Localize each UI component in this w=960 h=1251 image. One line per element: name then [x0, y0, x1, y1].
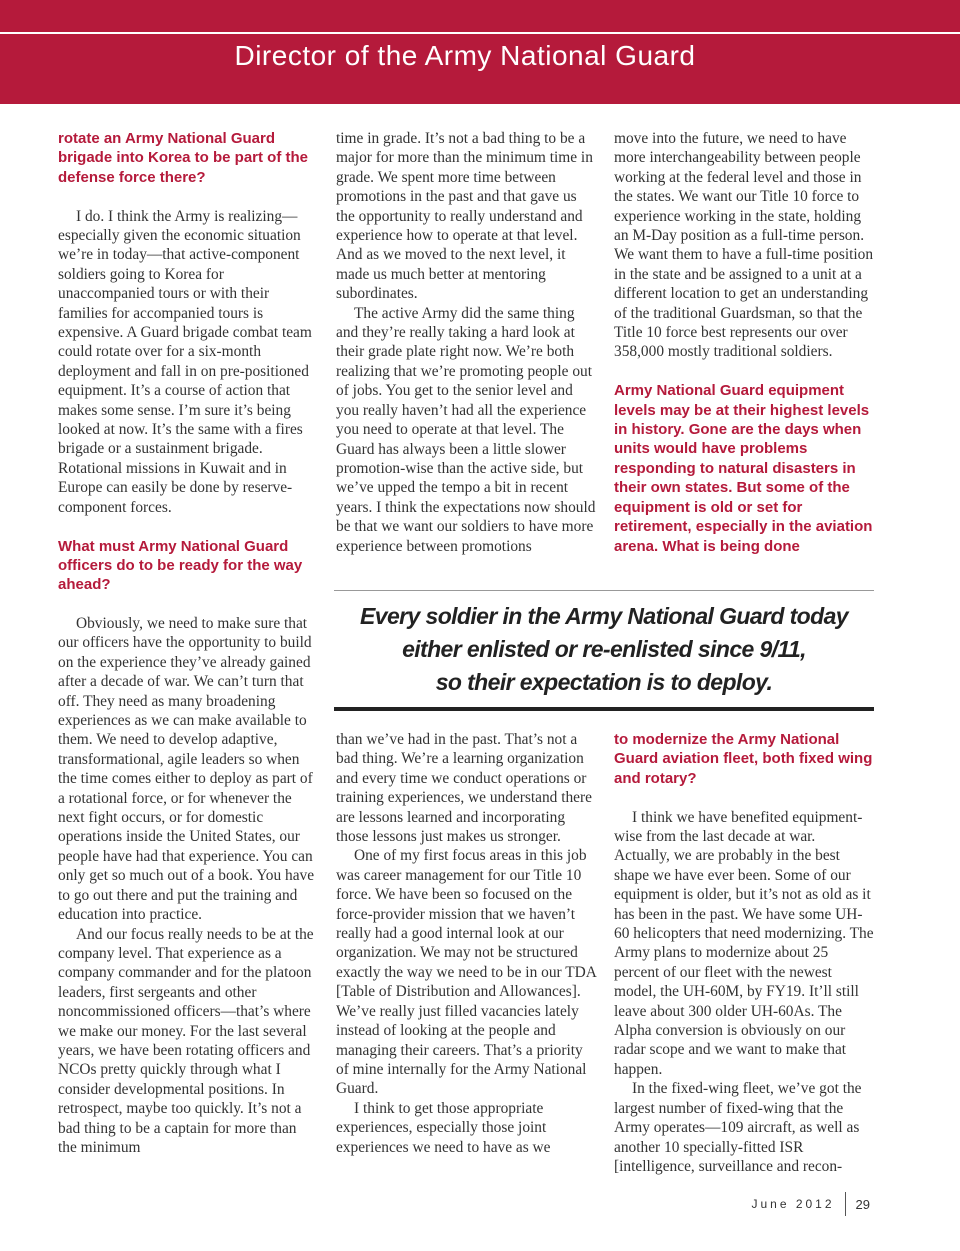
answer-paragraph: I do. I think the Army is realizing—especially given the economic situation we’re in today—that active-component soldiers going to Korea for unaccompanied tours or with their families for accompanied tours is expensive. A Guard brigade combat team could rotate over for a six-month deployment and fall in on pre-positioned equipment. It’s a course of action that makes some sense. I’m sure it’s being looked at now. It’s the same with a fires brigade or a sustainment brigade. Rotational missions in Kuwait and in Europe can easily be done by reserve-component forces. [58, 207, 312, 516]
column-1-top [58, 129, 318, 595]
page-footer [751, 1192, 870, 1216]
column-2-bottom [336, 730, 596, 1157]
pull-quote-line: either enlisted or re-enlisted since 9/11, [402, 636, 806, 662]
pull-quote-line: Every soldier in the Army National Guard today [360, 603, 848, 629]
header-rule [0, 32, 960, 34]
column-2-top [336, 129, 596, 556]
question-heading: Army National Guard equipment levels may be at their highest levels in history. Gone are the days when units would have problems responding to natural disasters in their own states. But some of the equipment is old or set for retirement, especially in the aviation arena. What is being done [614, 382, 873, 555]
body-paragraph: I think to get those appropriate experiences, especially those joint experiences we need to have as we [336, 1099, 551, 1156]
question-text: to modernize the Army National Guard aviation fleet, both fixed wing and rotary? [614, 731, 873, 787]
body-paragraph: than we’ve had in the past. That’s not a bad thing. We’re a learning organization and every time we conduct operations or training experiences, we understand there are lessons learned and incorporating those lessons just makes us stronger. [336, 731, 592, 846]
answer-paragraph: And our focus really needs to be at the company level. That experience as a company commander and for the platoon leaders, first sergeants and other noncommissioned officers—that’s where we make our money. For the last several years, we have been rotating officers and NCOs pretty quickly through what I consider developmental positions. In retrospect, maybe too quickly. It’s not a bad thing to be a captain for more than the minimum [58, 925, 314, 1156]
body-paragraph: move into the future, we need to have more interchangeability between people working at the federal level and those in the states. We want our Title 10 force to experience working in the state, holding an M-Day position as a full-time person. We want them to have a full-time position in the state and be assigned to a unit at a different location to get an understanding of the traditional Guardsman, so that the Title 10 force best represents our over 358,000 mostly traditional soldiers. [614, 130, 874, 361]
body-paragraph: One of my first focus areas in this job was career management for our Title 10 force. We have been so focused on the force-provider mission that we haven’t really had a good internal look at our organization. We may not be structured exactly the way we need to be in our TDA [Table of Distribution and Allowances]. We’ve really just filled vacancies lately instead of looking at the people and managing their careers. That’s a priority of mine internally for the Army National Guard. [336, 847, 596, 1098]
pull-quote [334, 590, 874, 711]
pull-quote-line: so their expectation is to deploy. [435, 669, 773, 695]
column-3-top [614, 129, 874, 556]
page-title: Director of the Army National Guard [234, 40, 696, 71]
body-paragraph: time in grade. It’s not a bad thing to be a major for more than the minimum time in grade. We spent more time between promotions in the past and that gave us the opportunity to really understand and experience how to operate at that level. And as we moved to the next level, it made us much better at mentoring subordinates. [336, 130, 593, 303]
pull-quote-bottom-rule [334, 707, 874, 711]
question-text: rotate an Army National Guard brigade into Korea to be part of the defense force there? [58, 130, 309, 186]
pull-quote-text [334, 591, 874, 707]
footer-divider [845, 1192, 846, 1216]
question-heading: What must Army National Guard officers do to be ready for the way ahead? [58, 537, 303, 594]
answer-paragraph: Obviously, we need to make sure that our officers have the opportunity to build on the experience they’ve already gained after a decade of war. We can’t turn that off. They need as many broadening experiences as we can make available to them. We need to develop adaptive, transformational, agile leaders so when the time comes either to deploy as part of a rotational force, or for whenever the next fight occurs, or for domestic operations inside the United States, our people have had that experience. You can only get so much out of a book. You have to go out there and put the training and education into practice. [58, 615, 315, 924]
page-number: 29 [855, 1196, 870, 1212]
body-paragraph: The active Army did the same thing and they’re really taking a hard look at their grade plate right now. We’re both realizing that we’re promoting people out of jobs. You get to the senior level and you really haven’t had all the experience you need to operate at that level. The Guard has always been a little slower promotion-wise than the active side, but we’ve upped the tempo a bit in recent years. I think the expectations now should be that we want our soldiers to have more experience between promotions [336, 304, 596, 555]
column-1-bottom [58, 614, 318, 1157]
column-3-bottom [614, 730, 874, 1176]
answer-paragraph: I think we have benefited equipment-wise from the last decade at war. Actually, we are probably in the best shape we have ever been. Some of our equipment is older, but it’s not as old as it has been in the past. We have some UH-60 helicopters that need modernizing. The Army plans to modernize about 25 percent of our fleet with the newest model, the UH-60M, by FY19. It’ll still leave about 300 older UH-60As. The Alpha conversion is obviously on our radar scope and we want to make that happen. [614, 808, 874, 1078]
header-bar [0, 0, 960, 104]
issue-date: June 2012 [751, 1197, 835, 1211]
answer-paragraph: In the fixed-wing fleet, we’ve got the largest number of fixed-wing that the Army operates—109 aircraft, as well as another 10 specially-fitted ISR [intelligence, surveillance and recon- [614, 1080, 862, 1175]
